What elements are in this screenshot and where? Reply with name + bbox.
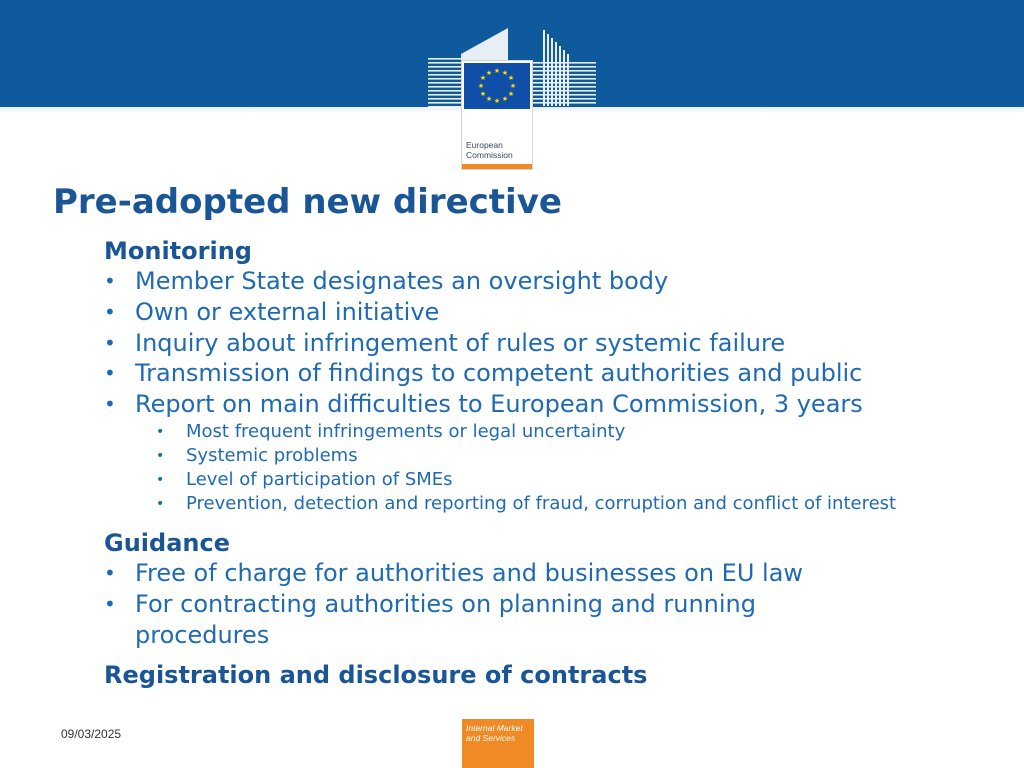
svg-text:★: ★	[501, 95, 509, 103]
list-item-text: Free of charge for authorities and businesses on EU law	[135, 558, 804, 587]
sub-list-item-text: Level of participation of SMEs	[186, 468, 453, 490]
svg-text:★: ★	[507, 74, 515, 82]
logo-text-line1: European	[466, 140, 503, 150]
svg-text:★: ★	[479, 74, 487, 82]
sub-list-item-text: Systemic problems	[186, 444, 358, 466]
dg-market-logo-text	[466, 723, 523, 743]
sub-list-item	[156, 420, 1004, 444]
slide-content	[104, 236, 1004, 690]
svg-text:★: ★	[493, 97, 501, 105]
svg-text:★: ★	[493, 67, 501, 75]
svg-text:★: ★	[485, 69, 493, 77]
sub-list-item	[156, 492, 926, 516]
bullet-icon: •	[156, 423, 165, 440]
dg-logo-line2: and Services	[466, 733, 516, 743]
dg-logo-line1: Internal Market	[466, 723, 523, 733]
bullet-icon: •	[104, 361, 116, 386]
bullet-icon: •	[104, 269, 116, 293]
list-item-text: Report on main difficulties to European Commission, 3 years	[135, 390, 863, 419]
sub-list-item	[156, 444, 1004, 468]
bullet-icon: •	[104, 392, 116, 417]
list-item-text: For contracting authorities on planning and running procedures	[135, 589, 756, 649]
list-item-text: Member State designates an oversight body	[135, 267, 669, 295]
list-item	[104, 358, 1004, 389]
logo-text-line2: Commission	[466, 150, 513, 160]
monitoring-list	[104, 266, 1004, 420]
logo-box	[461, 60, 533, 170]
european-commission-logo	[428, 28, 596, 160]
list-item	[104, 328, 1004, 359]
svg-text:★: ★	[479, 90, 487, 98]
guidance-list	[104, 558, 1004, 650]
section-heading-monitoring: Monitoring	[104, 237, 252, 265]
sub-list-item-text: Most frequent infringements or legal uncertainty	[186, 420, 626, 442]
list-item	[104, 558, 1004, 589]
logo-text	[466, 140, 513, 160]
list-item-text: Own or external initiative	[135, 297, 440, 326]
monitoring-sub-list	[156, 420, 1004, 516]
logo-orange-bar	[462, 164, 532, 169]
eu-flag-icon	[464, 63, 530, 109]
bullet-icon: •	[104, 560, 116, 585]
list-item	[104, 389, 1004, 420]
list-item	[104, 589, 815, 651]
bullet-icon: •	[104, 299, 116, 324]
bullet-icon: •	[104, 591, 116, 616]
svg-text:★: ★	[477, 82, 485, 90]
sub-list-item-text: Prevention, detection and reporting of fraud, corruption and conflict of interest	[186, 492, 897, 514]
bullet-icon: •	[156, 495, 165, 512]
list-item	[104, 266, 1004, 297]
bullet-icon: •	[156, 471, 165, 488]
svg-text:★: ★	[509, 82, 517, 90]
list-item-text: Transmission of findings to competent authorities and public	[135, 359, 863, 388]
list-item	[104, 297, 1004, 328]
svg-text:★: ★	[485, 95, 493, 103]
bullet-icon: •	[156, 447, 165, 464]
svg-text:★: ★	[507, 90, 515, 98]
slide-date: 09/03/2025	[61, 727, 122, 741]
sub-list-item	[156, 468, 1004, 492]
slide-title: Pre-adopted new directive	[53, 182, 562, 222]
svg-text:★: ★	[501, 69, 509, 77]
section-heading-registration: Registration and disclosure of contracts	[104, 661, 648, 690]
bullet-icon: •	[104, 330, 116, 355]
dg-market-logo	[462, 719, 534, 768]
list-item-text: Inquiry about infringement of rules or systemic failure	[135, 328, 786, 357]
section-heading-guidance: Guidance	[104, 528, 230, 557]
